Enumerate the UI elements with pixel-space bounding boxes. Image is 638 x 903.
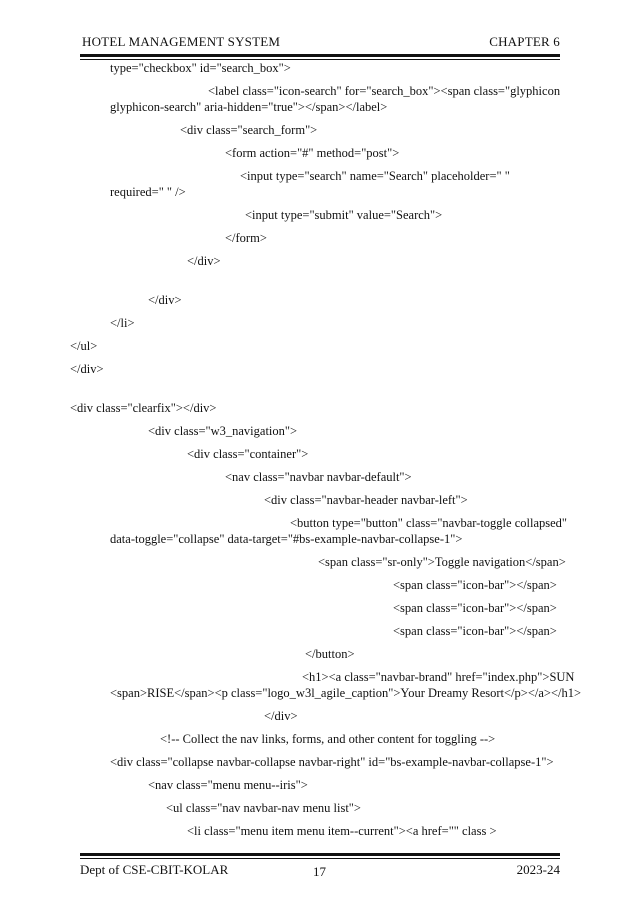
code-line: </div> [148, 293, 182, 307]
code-line: </div> [264, 709, 298, 723]
code-line: <div class="container"> [187, 447, 309, 461]
code-line: </form> [225, 231, 267, 245]
code-line: <ul class="nav navbar-nav menu list"> [166, 801, 361, 815]
code-line: <div class="clearfix"></div> [70, 401, 217, 415]
code-line: required=" " /> [110, 185, 186, 199]
code-line: <input type="search" name="Search" placeholder=" " [240, 169, 510, 183]
code-line: <!-- Collect the nav links, forms, and other content for toggling --> [160, 732, 496, 746]
code-line: <nav class="menu menu--iris"> [148, 778, 308, 792]
code-line: <div class="search_form"> [180, 123, 318, 137]
footer-year: 2023-24 [516, 862, 560, 877]
code-line: <span class="icon-bar"></span> [393, 578, 557, 592]
code-line: data-toggle="collapse" data-target="#bs-example-navbar-collapse-1"> [110, 532, 463, 546]
code-line: <h1><a class="navbar-brand" href="index.php">SUN [302, 670, 575, 684]
code-line: </li> [110, 316, 135, 330]
code-line: <div class="collapse navbar-collapse navbar-right" id="bs-example-navbar-collapse-1"> [110, 755, 554, 769]
code-line: <form action="#" method="post"> [225, 146, 400, 160]
footer-rule-thin [80, 858, 560, 859]
code-line: <span class="sr-only">Toggle navigation</span> [318, 555, 566, 569]
code-line: <span class="icon-bar"></span> [393, 624, 557, 638]
header-chapter: CHAPTER 6 [489, 34, 560, 49]
code-line: <div class="w3_navigation"> [148, 424, 298, 438]
footer-dept: Dept of CSE-CBIT-KOLAR [80, 862, 229, 877]
code-line: <li class="menu item menu item--current"><a href="" class > [187, 824, 497, 838]
code-line: <nav class="navbar navbar-default"> [225, 470, 412, 484]
header-title: HOTEL MANAGEMENT SYSTEM [82, 34, 281, 49]
code-line: type="checkbox" id="search_box"> [110, 61, 291, 75]
code-line: </div> [187, 254, 221, 268]
code-line: glyphicon-search" aria-hidden="true"></span></label> [110, 100, 388, 114]
code-line: <label class="icon-search" for="search_box"><span class="glyphicon [208, 84, 561, 98]
code-line: <input type="submit" value="Search"> [245, 208, 443, 222]
code-line: </div> [70, 362, 104, 376]
page-number: 17 [313, 864, 326, 879]
code-line: <span>RISE</span><p class="logo_w3l_agile_caption">Your Dreamy Resort</p></a></h1> [110, 686, 582, 700]
code-line: <button type="button" class="navbar-toggle collapsed" [290, 516, 568, 530]
page-footer [80, 862, 560, 880]
footer-rule-thick [80, 853, 560, 856]
code-line: <div class="navbar-header navbar-left"> [264, 493, 468, 507]
code-line: </button> [305, 647, 355, 661]
code-line: <span class="icon-bar"></span> [393, 601, 557, 615]
code-line: </ul> [70, 339, 98, 353]
